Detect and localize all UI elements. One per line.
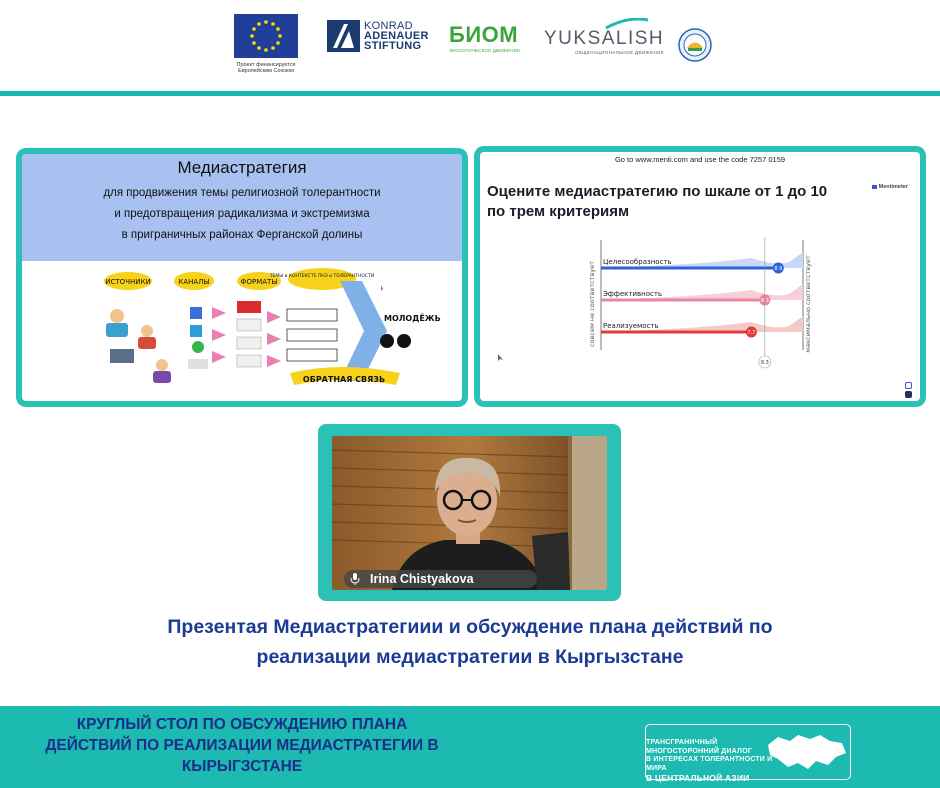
sketch-label-sources: ИСТОЧНИКИ <box>105 278 151 286</box>
caption-line: реализации медиастратегии в Кыргызстане <box>256 646 684 668</box>
project-name-line: ТРАНСГРАНИЧНЫЙ <box>646 739 718 746</box>
slide-title: Медиастратегия <box>177 158 307 177</box>
footer-title-line: ДЕЙСТВИЙ ПО РЕАЛИЗАЦИИ МЕДИАСТРАТЕГИИ В <box>45 737 439 754</box>
criterion-label: Эффективность <box>603 290 663 298</box>
yuksalish-name: YUKSALISH <box>544 28 665 49</box>
sketch-label-topics: ТЕМЫ в КОНТЕКСТЕ ПНЭ и ТОЛЕРАНТНОСТИ <box>269 274 375 279</box>
project-name <box>646 739 776 783</box>
rating-value-label: 8.9 <box>774 266 783 272</box>
seal-icon <box>678 28 712 62</box>
kas-mark-icon <box>327 20 360 52</box>
footer-title-line: КЫРЫГЗСТАНЕ <box>181 758 303 775</box>
criterion-label: Реализуемость <box>603 322 659 330</box>
project-name-line: В ЦЕНТРАЛЬНОЙ АЗИИ <box>646 773 750 783</box>
biom-logo <box>449 24 520 53</box>
caption-line: Презентая Медиастратегиии и обсуждение плана действий по <box>167 616 773 638</box>
axis-label-min: совсем не соответствует <box>588 261 596 347</box>
participant-name: Irina Chistyakova <box>370 572 474 586</box>
biom-name: БИОМ <box>449 22 519 47</box>
poll-question-line: по трем критериям <box>487 203 630 220</box>
rating-value-label: 7.7 <box>747 330 756 336</box>
rating-bar <box>601 267 778 270</box>
slide-subtitle-line: в приграничных районах Ферганской долины <box>121 229 363 241</box>
webcam-video <box>332 436 607 590</box>
event-caption <box>0 612 940 672</box>
eu-caption-line: Европейским Союзом <box>238 68 294 74</box>
header-divider <box>0 91 940 96</box>
mentimeter-label: Mentimeter <box>878 184 908 190</box>
slide-header <box>22 154 462 261</box>
webcam-frame <box>318 424 621 601</box>
project-name-line: В ИНТЕРЕСАХ ТОЛЕРАНТНОСТИ И МИРА <box>646 756 773 772</box>
footer-title <box>0 714 484 777</box>
slide-subtitle-line: и предотвращения радикализма и экстремизма <box>114 208 370 220</box>
poll-question-line: Оцените медиастратегию по шкале от 1 до 10 <box>487 183 828 200</box>
project-name-line: МНОГОСТОРОННИЙ ДИАЛОГ <box>646 747 752 755</box>
poll-slide <box>480 152 920 401</box>
webcam-feed-image <box>332 436 607 590</box>
yuksalish-swoosh-icon <box>604 18 650 30</box>
microphone-icon <box>350 573 360 585</box>
mentimeter-brand <box>872 184 908 190</box>
left-screen-frame <box>16 148 468 407</box>
biom-subtitle: ЭКОЛОГИЧЕСКОЕ ДВИЖЕНИЕ <box>449 48 521 53</box>
left-slide <box>22 154 462 401</box>
sketch-label-feedback: ОБРАТНАЯ СВЯЗЬ <box>302 375 386 384</box>
axis-label-max: максимально соответствует <box>804 255 812 353</box>
fullscreen-icon[interactable] <box>905 382 912 389</box>
cursor-icon <box>498 354 504 362</box>
participant-name-tag <box>344 570 537 588</box>
menu-icon[interactable] <box>905 391 912 398</box>
rating-value-label: 8.3 <box>760 298 769 304</box>
slide-subtitle-line: для продвижения темы религиозной толерантности <box>103 187 381 199</box>
rating-chart <box>480 232 920 372</box>
mentimeter-icon <box>872 185 877 189</box>
poll-question <box>487 182 827 222</box>
kas-name <box>364 21 429 51</box>
right-screen-frame <box>474 146 926 407</box>
sketchnote-diagram <box>22 261 462 396</box>
mean-marker-label: 8.3 <box>760 360 769 366</box>
sketch-label-youth: МОЛОДЁЖЬ <box>384 314 441 323</box>
eu-caption <box>234 62 298 74</box>
footer-banner <box>0 706 940 788</box>
eu-logo <box>234 14 298 74</box>
eu-flag-icon <box>234 14 298 58</box>
central-asia-map-icon <box>764 731 848 775</box>
kas-logo <box>327 20 429 52</box>
poll-instruction: Go to www.menti.com and use the code 7257 0159 <box>614 155 786 164</box>
rating-bar <box>601 331 751 334</box>
yuksalish-logo <box>544 22 664 55</box>
partner-logos <box>0 10 940 90</box>
kas-name-line: STIFTUNG <box>364 40 422 52</box>
project-logo-box <box>645 724 851 783</box>
sketch-label-channels: КАНАЛЫ <box>178 278 210 286</box>
eu-caption-line: Проект финансируется <box>236 62 296 68</box>
kas-name-line: ADENAUER <box>364 30 429 42</box>
sketch-label-formats: ФОРМАТЫ <box>240 278 278 286</box>
kas-name-line: KONRAD <box>364 20 413 32</box>
yuksalish-subtitle: ОБЩЕНАЦИОНАЛЬНОЕ ДВИЖЕНИЕ <box>574 50 665 55</box>
footer-title-line: КРУГЛЫЙ СТОЛ ПО ОБСУЖДЕНИЮ ПЛАНА <box>76 716 408 733</box>
criterion-label: Целесообразность <box>603 258 672 266</box>
rating-bar <box>601 299 765 302</box>
